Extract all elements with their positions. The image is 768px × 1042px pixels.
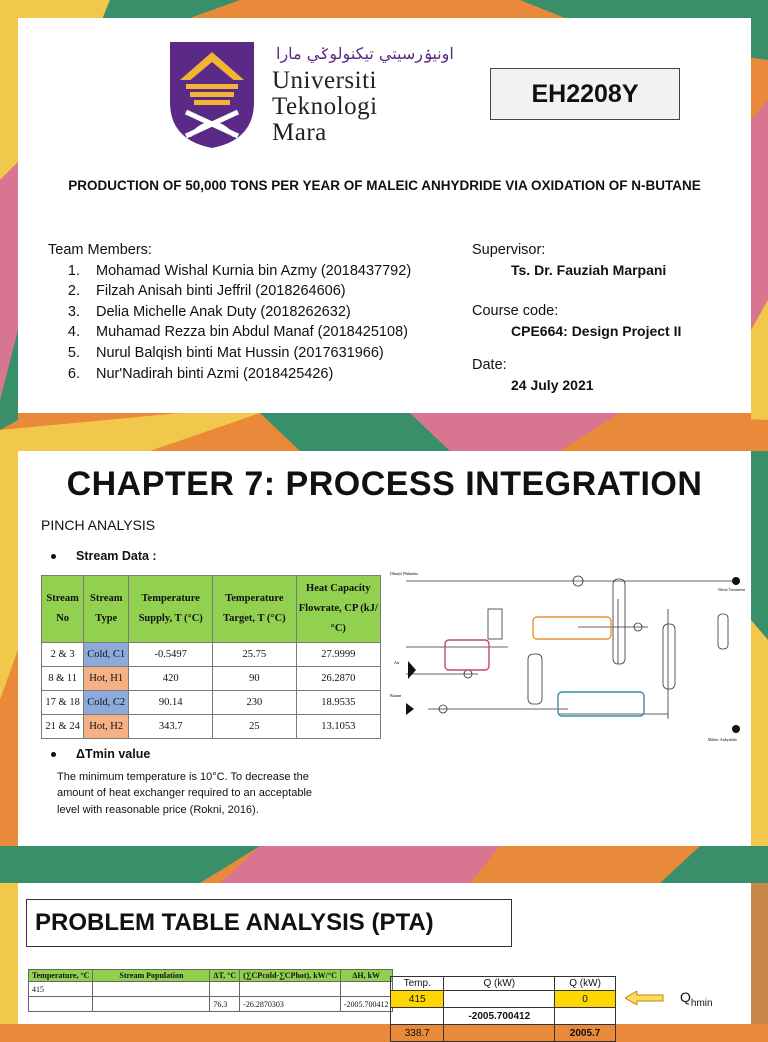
supervisor-block [472,242,666,278]
table-row [391,1025,616,1042]
course-code-label: Course code: [472,303,559,319]
university-name [272,68,378,146]
table-cell: -2005.700412 [444,1008,555,1025]
table-cell [391,1008,444,1025]
table-cell [29,997,93,1012]
team-member: 4. Muhamad Rezza bin Abdul Manaf (2018425108) [84,322,411,343]
supervisor-name: Ts. Dr. Fauziah Marpani [511,262,667,278]
table-cell: 415 [391,991,444,1008]
supervisor-label: Supervisor: [472,242,546,258]
table-cell: 21 & 24 [42,715,84,739]
table-cell: 13.1053 [296,715,380,739]
table-cell [210,982,240,997]
bullet-icon [51,752,56,757]
qhmin-symbol: Q [680,989,691,1005]
team-member: 6. Nur'Nadirah binti Azmi (2018425426) [84,364,411,385]
table-cell: 2005.7 [555,1025,616,1042]
table-row [42,643,381,667]
table-cell: 343.7 [129,715,213,739]
table-cell [240,982,341,997]
team-label: Team Members: [48,242,152,258]
stream-type-cell: Hot, H1 [84,667,129,691]
stream-type-cell: Cold, C2 [84,691,129,715]
university-line-3: Mara [272,119,327,146]
table-cell: 90 [213,667,296,691]
chapter-title: CHAPTER 7: PROCESS INTEGRATION [66,465,703,503]
university-line-2: Teknologi [272,93,378,120]
process-flow-diagram [388,569,746,744]
table-cell: 338.7 [391,1025,444,1042]
table-cell [340,982,392,997]
dtmin-bullet [51,747,150,761]
table-cell: -26.2870303 [240,997,341,1012]
qhmin-label [680,989,713,1009]
column-header: Q (kW) [444,977,555,991]
table-cell: 0 [555,991,616,1008]
table-row [42,691,381,715]
table-row [29,997,393,1012]
table-cell: -2005.700412 [340,997,392,1012]
table-cell: 90.14 [129,691,213,715]
team-member: 2. Filzah Anisah binti Jeffril (2018264606) [84,281,411,302]
course-group-badge: EH2208Y [490,68,680,120]
stream-data-table [41,575,381,739]
column-header: Heat Capacity Flowrate, CP (kJ/°C) [296,576,380,643]
team-members [48,240,411,384]
stream-data-bullet [51,549,157,563]
title-page [18,18,751,413]
table-cell: 2 & 3 [42,643,84,667]
table-cell [444,1025,555,1042]
university-line-1: Universiti [272,67,377,94]
pta-page [18,883,751,1039]
team-member: 5. Nurul Balqish binti Mat Hussin (2017631966) [84,343,411,364]
pfd-label-air: Air [394,660,400,665]
table-cell [93,982,210,997]
table-cell: 415 [29,982,93,997]
pfd-label-waste: Waste Treatment [718,587,745,592]
table-row [42,715,381,739]
course-code-value: CPE664: Design Project II [511,323,682,339]
table-cell: 76.3 [210,997,240,1012]
table-header-row [29,970,393,982]
arrow-left-icon [625,991,665,1005]
chapter-page [18,451,751,846]
pta-title: PROBLEM TABLE ANALYSIS (PTA) [26,899,512,947]
table-cell: 230 [213,691,296,715]
column-header: Temperature, °C [29,970,93,982]
table-cell: 18.9535 [296,691,380,715]
pta-table [28,969,393,1012]
heat-cascade-table [390,976,616,1042]
table-cell: 26.2870 [296,667,380,691]
column-header: ΔT, °C [210,970,240,982]
table-row [391,1008,616,1025]
qhmin-subscript: hmin [690,997,713,1009]
table-cell: 17 & 18 [42,691,84,715]
team-member: 1. Mohamad Wishal Kurnia bin Azmy (2018437792) [84,261,411,282]
bullet-icon [51,554,56,559]
stream-type-cell: Hot, H2 [84,715,129,739]
pfd-label-product: Maleic Anhydride [708,737,737,742]
team-list [48,261,411,385]
dtmin-paragraph: The minimum temperature is 10°C. To decrease the amount of heat exchanger required to an acceptable level with reasonable price (Rokni, 2016). [57,771,313,816]
column-header: Stream Type [84,576,129,643]
pfd-label-phthalate: Dibutyl Phthalate [390,571,419,576]
team-member: 3. Delia Michelle Anak Duty (2018262632) [84,302,411,323]
column-header: (∑CPcold-∑CPhot), kW/°C [240,970,341,982]
date-block [472,357,594,393]
table-cell: 8 & 11 [42,667,84,691]
table-header-row [391,977,616,991]
uitm-logo-icon [168,40,256,150]
table-cell [444,991,555,1008]
date-label: Date: [472,357,507,373]
table-row [29,982,393,997]
table-cell: 420 [129,667,213,691]
project-title: PRODUCTION OF 50,000 TONS PER YEAR OF MALEIC ANHYDRIDE VIA OXIDATION OF N-BUTANE [68,178,701,193]
bullet-text: ΔTmin value [76,747,151,761]
pfd-label-butane: Butane [390,693,402,698]
column-header: Temperature Supply, T (°C) [129,576,213,643]
column-header: Q (kW) [555,977,616,991]
table-row [42,667,381,691]
table-cell: 25.75 [213,643,296,667]
table-cell [93,997,210,1012]
table-cell: 25 [213,715,296,739]
table-cell: 27.9999 [296,643,380,667]
section-subheading: PINCH ANALYSIS [41,517,156,533]
stream-type-cell: Cold, C1 [84,643,129,667]
column-header: Stream No [42,576,84,643]
table-row [391,991,616,1008]
course-code-block [472,303,681,339]
university-arabic-name: اونيۏرسيتي تيكنولوݢي مارا [276,44,454,63]
column-header: Temperature Target, T (°C) [213,576,296,643]
table-cell: -0.5497 [129,643,213,667]
column-header: Stream Population [93,970,210,982]
table-header-row [42,576,381,643]
column-header: ΔH, kW [340,970,392,982]
table-cell [555,1008,616,1025]
date-value: 24 July 2021 [511,377,594,393]
column-header: Temp. [391,977,444,991]
bullet-text: Stream Data : [76,549,157,563]
